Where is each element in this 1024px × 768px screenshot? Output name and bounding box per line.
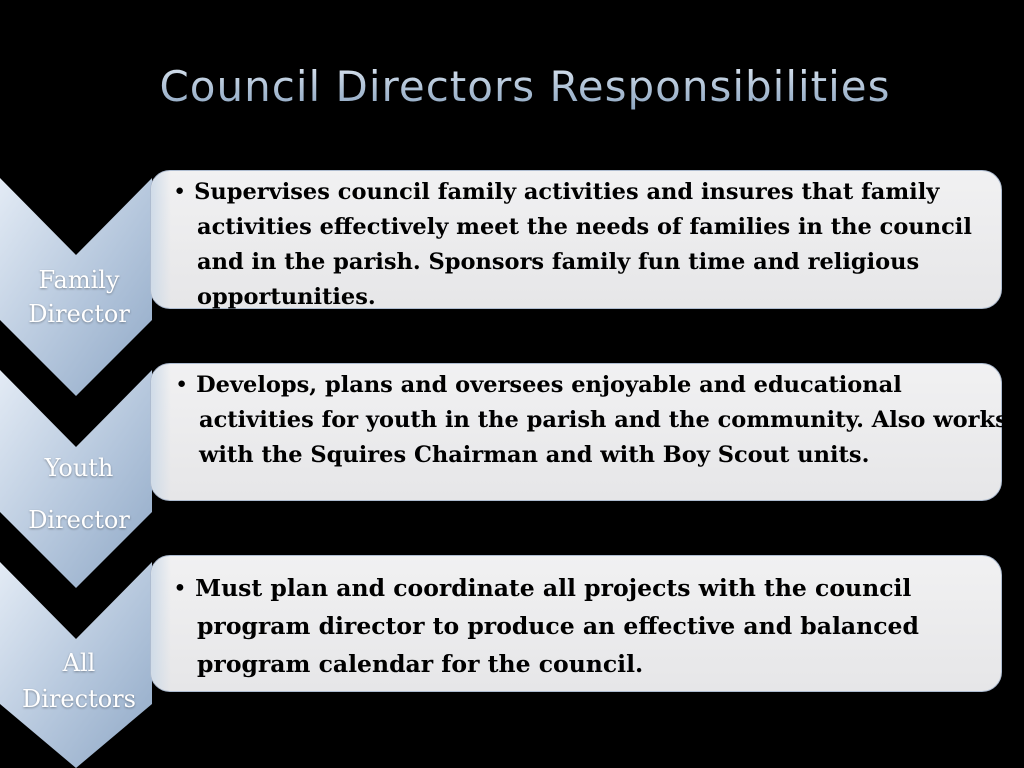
all-directors-panel <box>150 555 1002 692</box>
all-directors-label <box>0 645 158 717</box>
youth-director-description-text: Develops, plans and oversees enjoyable and educational activities for youth in the parish and the community. Also works with the Squires Chairman and with Boy Scout units. <box>196 372 1008 468</box>
family-director-label <box>0 263 158 331</box>
all-directors-label-line1: All <box>62 649 96 677</box>
youth-director-label-line1: Youth <box>44 454 114 482</box>
youth-director-label-line2: Director <box>28 506 130 534</box>
youth-director-description <box>175 368 1019 473</box>
bullet-icon: • <box>173 179 187 205</box>
all-directors-description-text: Must plan and coordinate all projects with the council program director to produce an effective and balanced program calendar for the council. <box>195 574 919 678</box>
youth-director-panel <box>150 363 1008 501</box>
all-directors-description <box>173 569 997 683</box>
family-director-description <box>173 175 1007 315</box>
all-directors-label-line2: Directors <box>22 685 136 713</box>
family-director-label-line2: Director <box>28 300 130 328</box>
bullet-icon: • <box>175 372 189 398</box>
youth-director-label <box>0 442 158 546</box>
bullet-icon: • <box>173 574 187 602</box>
family-director-label-line1: Family <box>38 266 120 294</box>
family-director-panel <box>150 170 1002 309</box>
slide-title: Council Directors Responsibilities <box>0 62 1024 111</box>
family-director-description-text: Supervises council family activities and insures that family activities effectively meet the needs of families in the council and in the parish. Sponsors family fun time and religious opportunities. <box>194 179 972 310</box>
